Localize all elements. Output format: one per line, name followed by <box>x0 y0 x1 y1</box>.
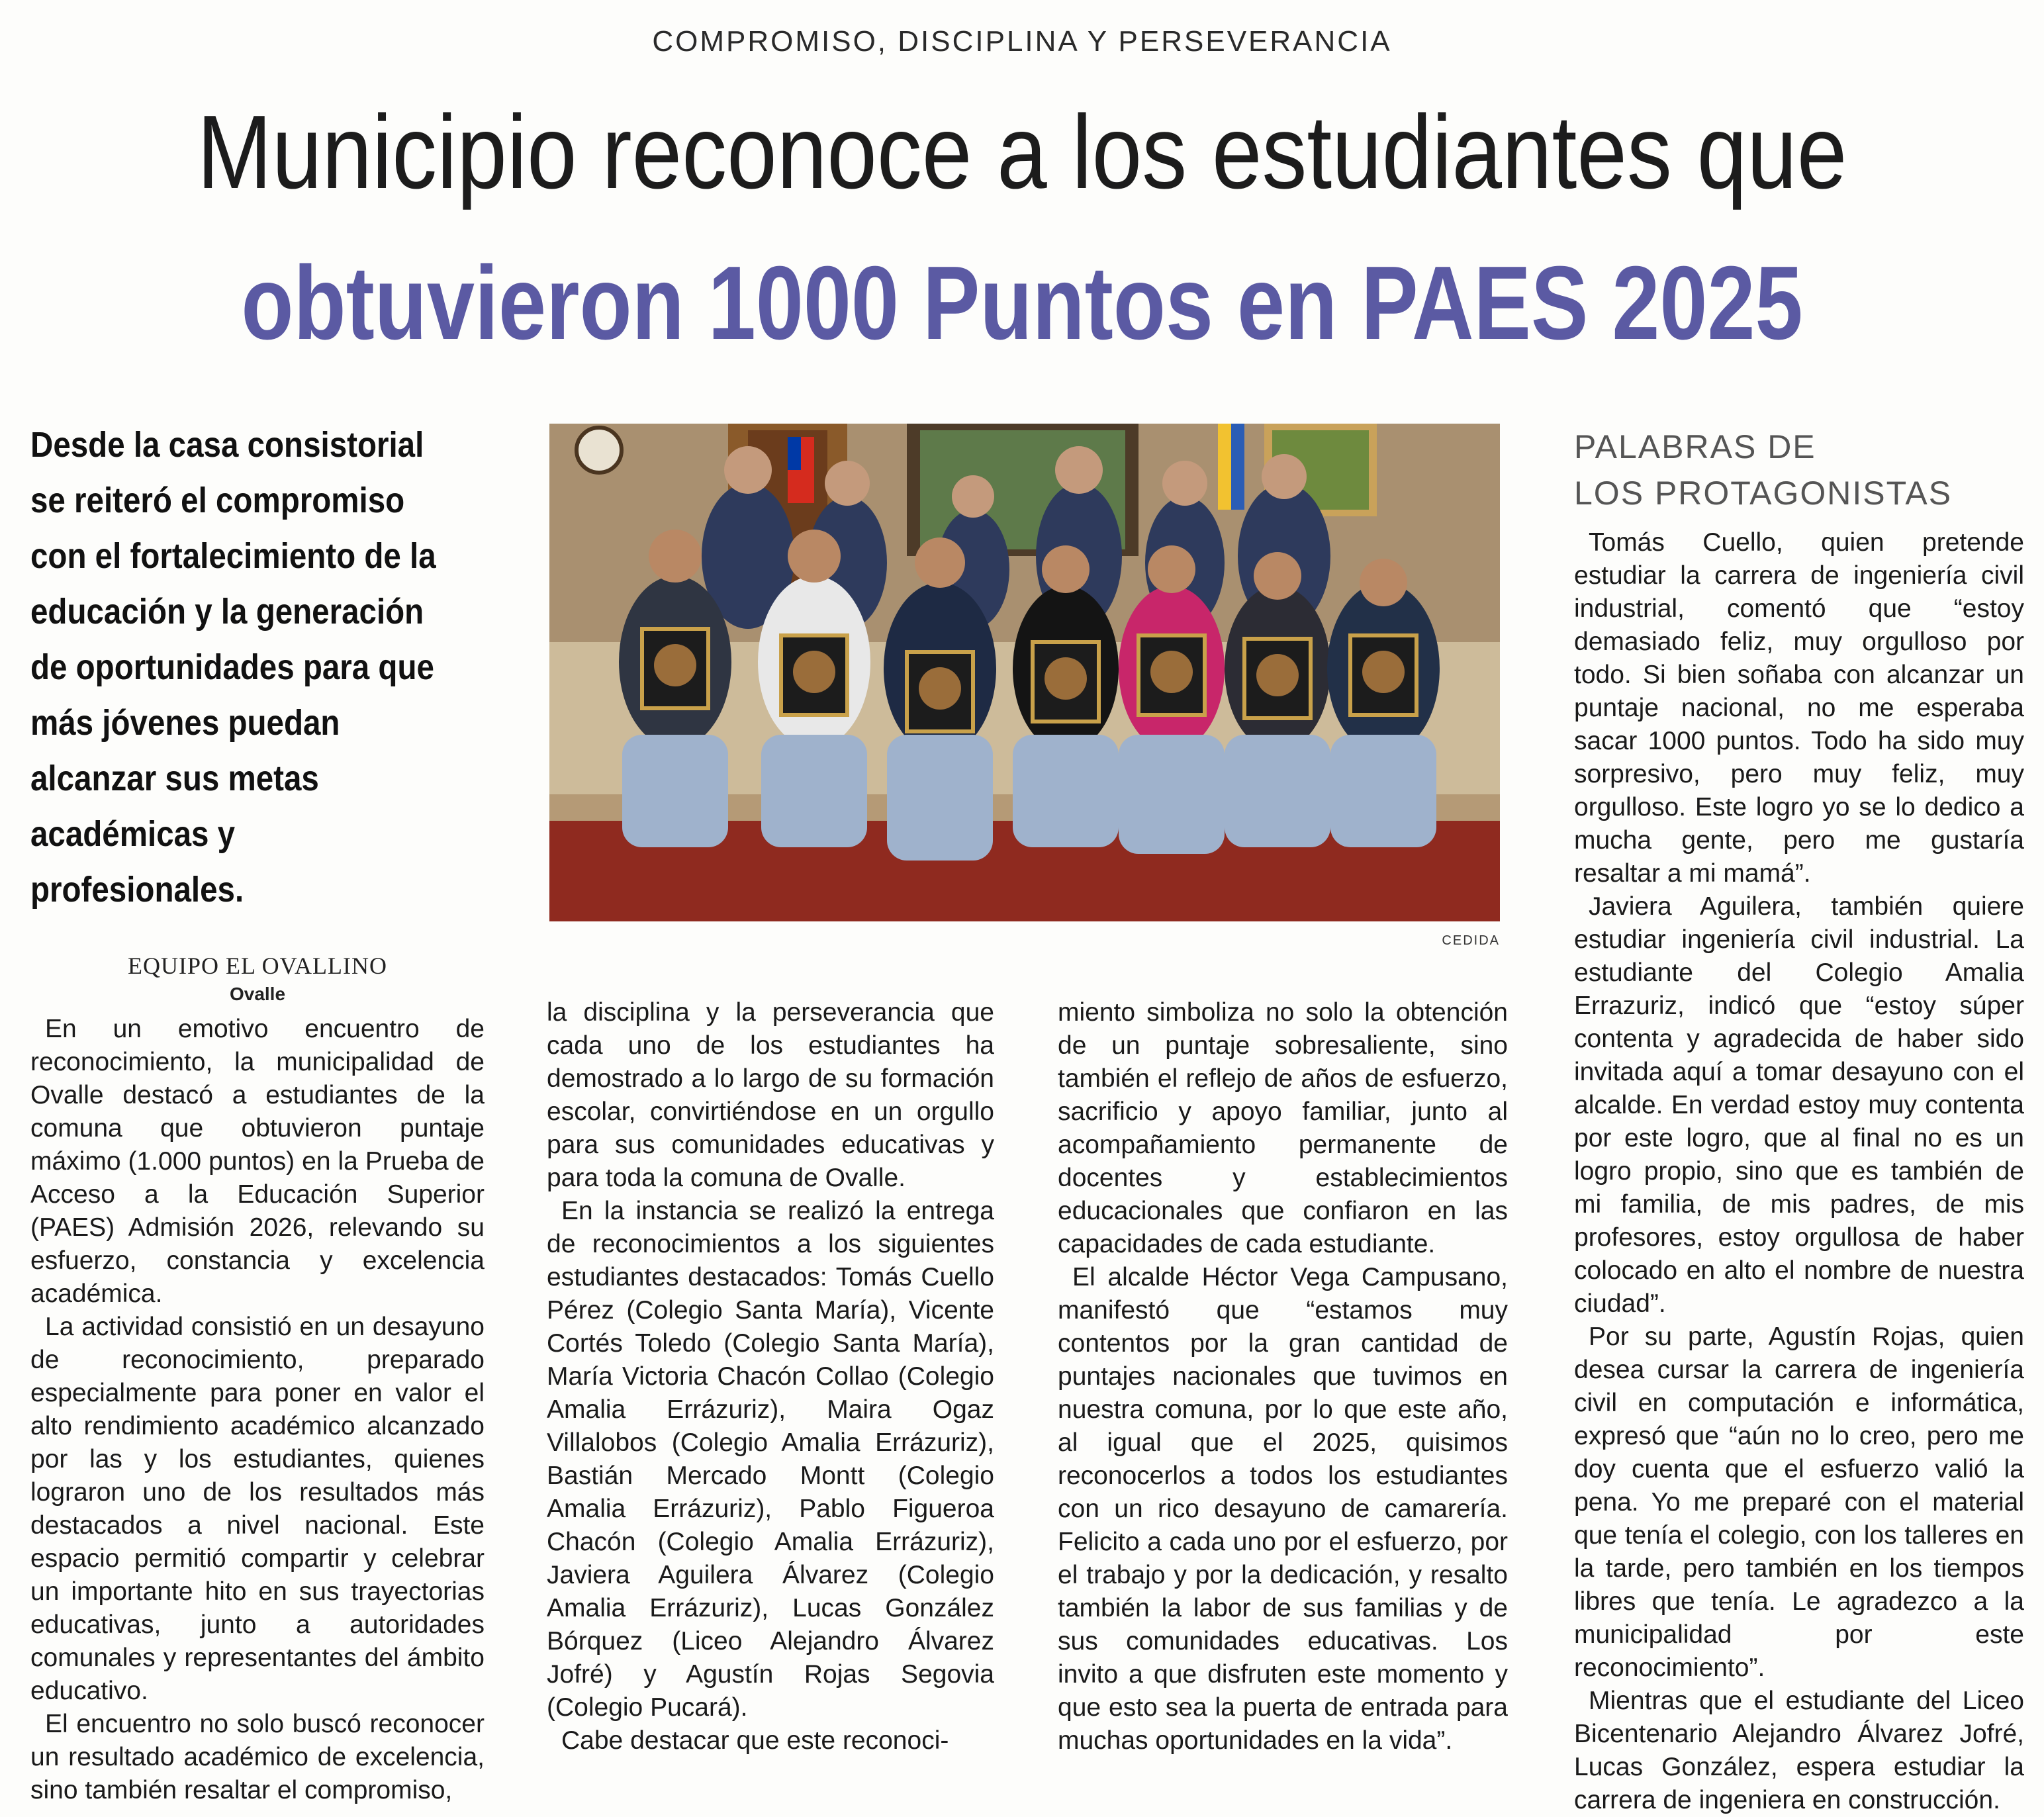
photo-credit: CEDIDA <box>1442 933 1500 948</box>
lead-paragraph: Desde la casa consistorial se reiteró el compromiso con el fortalecimiento de la educación y la generación de oportunidades para que más jóvenes puedan alcanzar sus metas académicas y profesionales. <box>30 425 436 909</box>
article-column-1 <box>30 1013 485 1807</box>
article-column-2 <box>547 996 994 1757</box>
paragraph: Mientras que el estudiante del Liceo Bicentenario Alejandro Álvarez Jofré, Lucas González, espera estudiar la carrera de ingeniera en construcción. <box>1574 1687 2024 1814</box>
group-photo-illustration <box>549 424 1500 921</box>
sidebar-title-line-1: PALABRAS DE <box>1574 428 1816 465</box>
sidebar-title <box>1574 424 2024 516</box>
group-photo <box>549 424 1500 921</box>
headline-line-1: Municipio reconoce a los estudiantes que <box>197 94 1847 210</box>
paragraph: La actividad consistió en un desayuno de reconocimiento, preparado especialmente para poner en valor el alto rendimiento académico alcanzado por las y los estudiantes, quienes lograron uno de los resultados más destacados a nivel nacional. Este espacio permitió compartir y celebrar un importante hito en sus trayectorias educativas, junto a autoridades comunales y representantes del ámbito educativo. <box>30 1313 485 1705</box>
paragraph: En la instancia se realizó la entrega de reconocimientos a los siguientes estudiantes destacados: Tomás Cuello Pérez (Colegio Santa María), Vicente Cortés Toledo (Colegio Santa María), María Victoria Chacón Collao (Colegio Amalia Errázuriz), Maira Ogaz Villalobos (Colegio Amalia Errázuriz), Bastián Mercado Montt (Colegio Amalia Errázuriz), Pablo Figueroa Chacón (Colegio Amalia Errázuriz), Javiera Aguilera Álvarez (Colegio Amalia Errázuriz), Lucas González Bórquez (Liceo Alejandro Álvarez Jofré) y Agustín Rojas Segovia (Colegio Pucará). <box>547 1197 994 1722</box>
paragraph: Por su parte, Agustín Rojas, quien desea cursar la carrera de ingeniería civil en computación e informática, expresó que “aún no lo creo, pero me doy cuenta que el esfuerzo valió la pena. Yo me preparé con el material que tenía el colegio, con los talleres en la tarde, pero también en los tiempos libres que tenía. Le agradezco a la municipalidad por este reconocimiento”. <box>1574 1323 2024 1682</box>
paragraph: Javiera Aguilera, también quiere estudiar ingeniería civil industrial. La estudiante del Colegio Amalia Errazuriz, indicó que “estoy súper contenta y agradecida de haber sido invitada aquí a tomar desayuno con el alcalde. En verdad estoy muy contenta por este logro, que al final no es un logro propio, sino que es también de mi familia, de mis padres, de mis profesores, estoy orgullosa de haber colocado en alto el nombre de nuestra ciudad”. <box>1574 892 2024 1318</box>
paragraph: En un emotivo encuentro de reconocimiento, la municipalidad de Ovalle destacó a estudiantes de la comuna que obtuvieron puntaje máximo (1.000 puntos) en la Prueba de Acceso a la Educación Superior (PAES) Admisión 2026, relevando su esfuerzo, constancia y excelencia académica. <box>30 1015 485 1308</box>
byline-place: Ovalle <box>229 984 286 1004</box>
article-column-3 <box>1058 996 1508 1757</box>
paragraph: Tomás Cuello, quien pretende estudiar la carrera de ingeniería civil industrial, comentó que “estoy demasiado feliz, muy orgulloso por todo. Si bien soñaba con alcanzar un puntaje nacional, no me esperaba sacar 1000 puntos. Todo ha sido muy sorpresivo, pero muy feliz, muy orgulloso. Este logro yo se lo dedico a mucha gente, pero me gustaría resaltar a mi mamá”. <box>1574 528 2024 888</box>
byline-author: EQUIPO EL OVALLINO <box>128 953 387 979</box>
sidebar-column <box>1574 526 2024 1817</box>
sidebar-title-line-2: LOS PROTAGONISTAS <box>1574 475 1953 512</box>
paragraph: El alcalde Héctor Vega Campusano, manifestó que “estamos muy contentos por la gran cantidad de puntajes nacionales que tuvimos en nuestra comuna, por lo que este año, al igual que el 2025, quisimos reconocerlos a todos los estudiantes con un rico desayuno de camarería. Felicito a cada uno por el esfuerzo, por el trabajo y por la dedicación, y resalto también la labor de sus familias y de sus comunidades educativas. Los invito a que disfruten este momento y que esto sea la puerta de entrada para muchas oportunidades en la vida”. <box>1058 1263 1508 1755</box>
headline-line-2: obtuvieron 1000 Puntos en PAES 2025 <box>241 245 1803 361</box>
paragraph: Cabe destacar que este reconoci- <box>561 1726 949 1755</box>
paragraph: la disciplina y la perseverancia que cada uno de los estudiantes ha demostrado a lo largo de su formación escolar, convirtiéndose en un orgullo para sus comunidades educativas y para toda la comuna de Ovalle. <box>547 998 994 1192</box>
wall-clock-icon <box>577 428 622 473</box>
kicker: COMPROMISO, DISCIPLINA Y PERSEVERANCIA <box>652 25 1392 58</box>
paragraph: El encuentro no solo buscó reconocer un resultado académico de excelencia, sino también resaltar el compromiso, <box>30 1710 485 1804</box>
paragraph: miento simboliza no solo la obtención de un puntaje sobresaliente, sino también el reflejo de años de esfuerzo, sacrificio y apoyo familiar, junto al acompañamiento permanente de docentes y establecimientos educacionales que confiaron en las capacidades de cada estudiante. <box>1058 998 1508 1258</box>
